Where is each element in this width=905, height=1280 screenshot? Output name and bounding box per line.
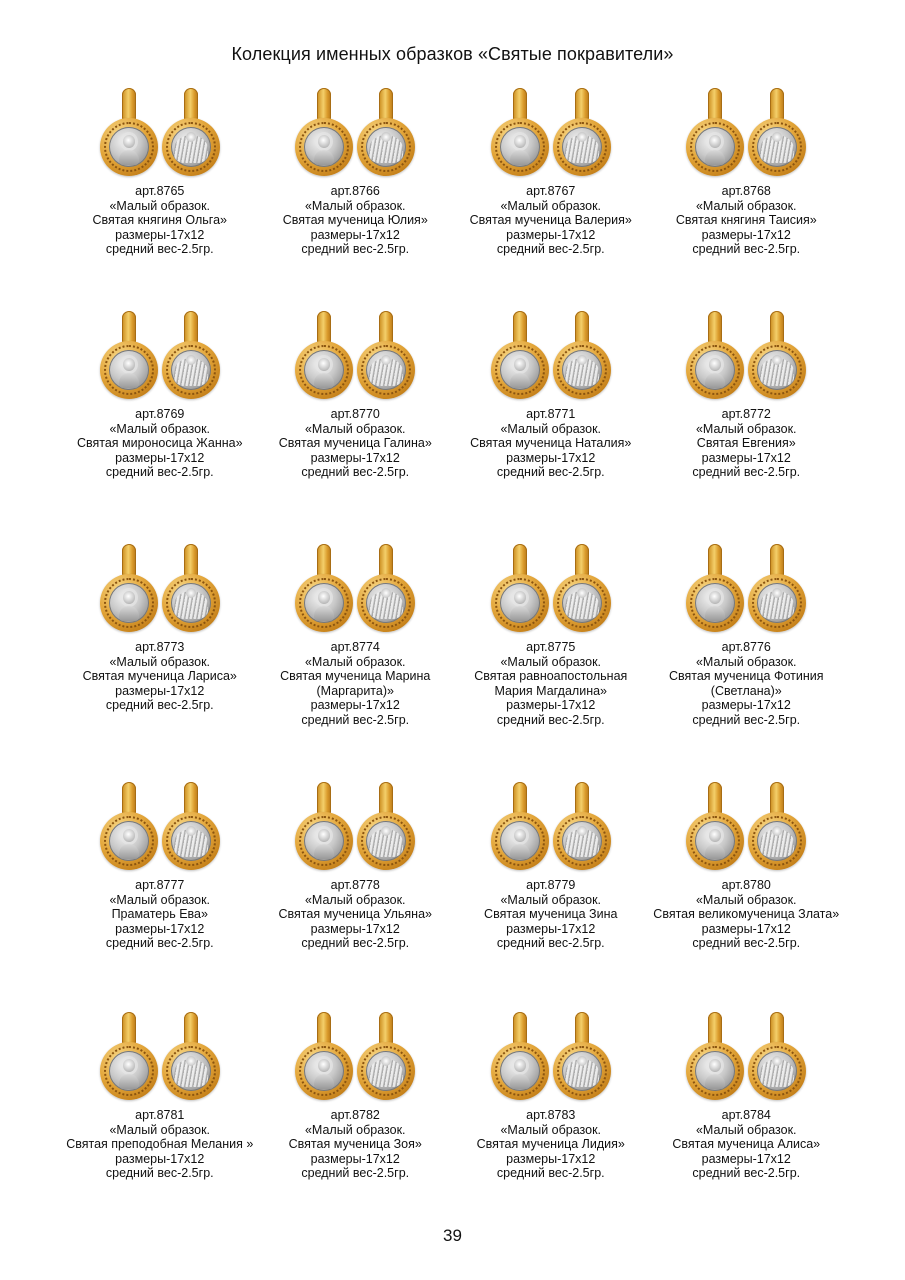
article-number: арт.8774 bbox=[330, 640, 380, 654]
caption-line: средний вес-2.5гр. bbox=[496, 712, 605, 727]
product-item bbox=[649, 778, 845, 1008]
saint-medallion-icon bbox=[685, 540, 745, 638]
caption-line: «Малый образок. bbox=[695, 1122, 797, 1137]
caption-line: Святая Евгения» bbox=[696, 436, 796, 451]
article-number: арт.8770 bbox=[330, 407, 380, 421]
caption-line: Святая мироносица Жанна» bbox=[76, 436, 243, 451]
product-caption bbox=[453, 407, 649, 480]
caption-line: средний вес-2.5гр. bbox=[301, 242, 410, 257]
product-photo bbox=[62, 1008, 258, 1106]
saint-medallion-icon bbox=[294, 84, 354, 182]
guardian-angel-medallion-icon bbox=[356, 1008, 416, 1106]
caption-line: средний вес-2.5гр. bbox=[105, 698, 214, 713]
caption-line: размеры-17х12 bbox=[701, 921, 791, 936]
caption-line: «Малый образок. bbox=[695, 198, 797, 213]
caption-line: Мария Магдалина» bbox=[494, 683, 607, 698]
product-caption bbox=[62, 407, 258, 480]
saint-medallion-icon bbox=[490, 1008, 550, 1106]
product-item bbox=[649, 1008, 845, 1248]
caption-line: размеры-17х12 bbox=[115, 1151, 205, 1166]
caption-line: размеры-17х12 bbox=[310, 698, 400, 713]
product-photo bbox=[649, 1008, 845, 1106]
saint-medallion-icon bbox=[294, 1008, 354, 1106]
product-item bbox=[649, 307, 845, 540]
caption-line: Святая мученица Зоя» bbox=[288, 1137, 422, 1152]
guardian-angel-medallion-icon bbox=[161, 778, 221, 876]
product-item bbox=[62, 540, 258, 778]
caption-line: «Малый образок. bbox=[304, 198, 406, 213]
product-caption bbox=[453, 640, 649, 728]
saint-medallion-icon bbox=[294, 307, 354, 405]
article-number: арт.8776 bbox=[721, 640, 771, 654]
product-grid bbox=[62, 84, 844, 1248]
article-number: арт.8772 bbox=[721, 407, 771, 421]
product-caption bbox=[258, 640, 454, 728]
product-photo bbox=[453, 540, 649, 638]
caption-line: размеры-17х12 bbox=[506, 450, 596, 465]
product-item bbox=[453, 84, 649, 307]
article-number: арт.8775 bbox=[526, 640, 576, 654]
product-caption bbox=[258, 407, 454, 480]
product-item bbox=[258, 307, 454, 540]
caption-line: Святая преподобная Мелания » bbox=[66, 1137, 254, 1152]
caption-line: Святая мученица Валерия» bbox=[469, 213, 632, 228]
saint-medallion-icon bbox=[685, 1008, 745, 1106]
product-item bbox=[453, 1008, 649, 1248]
product-caption bbox=[649, 184, 845, 257]
caption-line: Святая мученица Лидия» bbox=[476, 1137, 625, 1152]
guardian-angel-medallion-icon bbox=[161, 307, 221, 405]
product-item bbox=[62, 84, 258, 307]
caption-line: размеры-17х12 bbox=[506, 1151, 596, 1166]
product-caption bbox=[649, 878, 845, 951]
product-photo bbox=[258, 1008, 454, 1106]
guardian-angel-medallion-icon bbox=[747, 778, 807, 876]
article-number: арт.8767 bbox=[526, 184, 576, 198]
caption-line: средний вес-2.5гр. bbox=[301, 465, 410, 480]
product-caption bbox=[258, 1108, 454, 1181]
article-number: арт.8766 bbox=[330, 184, 380, 198]
saint-medallion-icon bbox=[99, 540, 159, 638]
saint-medallion-icon bbox=[490, 84, 550, 182]
guardian-angel-medallion-icon bbox=[552, 1008, 612, 1106]
product-caption bbox=[258, 184, 454, 257]
product-item bbox=[453, 307, 649, 540]
caption-line: «Малый образок. bbox=[304, 421, 406, 436]
caption-line: Святая мученица Марина bbox=[280, 669, 431, 684]
product-photo bbox=[649, 540, 845, 638]
product-photo bbox=[258, 778, 454, 876]
caption-line: Святая равноапостольная bbox=[474, 669, 628, 684]
caption-line: средний вес-2.5гр. bbox=[496, 1166, 605, 1181]
caption-line: средний вес-2.5гр. bbox=[496, 242, 605, 257]
caption-line: средний вес-2.5гр. bbox=[105, 242, 214, 257]
product-item bbox=[649, 540, 845, 778]
caption-line: средний вес-2.5гр. bbox=[496, 936, 605, 951]
caption-line: (Маргарита)» bbox=[316, 683, 394, 698]
product-caption bbox=[453, 878, 649, 951]
caption-line: размеры-17х12 bbox=[310, 921, 400, 936]
caption-line: Праматерь Ева» bbox=[111, 907, 208, 922]
page-title: Колекция именных образков «Святые покравители» bbox=[231, 44, 674, 64]
product-item bbox=[258, 540, 454, 778]
article-number: арт.8781 bbox=[135, 1108, 185, 1122]
saint-medallion-icon bbox=[685, 778, 745, 876]
caption-line: «Малый образок. bbox=[695, 654, 797, 669]
product-photo bbox=[62, 540, 258, 638]
product-caption bbox=[649, 640, 845, 728]
product-photo bbox=[258, 307, 454, 405]
product-photo bbox=[649, 307, 845, 405]
caption-line: «Малый образок. bbox=[109, 198, 211, 213]
guardian-angel-medallion-icon bbox=[552, 540, 612, 638]
caption-line: «Малый образок. bbox=[695, 892, 797, 907]
product-caption bbox=[62, 878, 258, 951]
saint-medallion-icon bbox=[490, 307, 550, 405]
product-caption bbox=[62, 640, 258, 713]
article-number: арт.8778 bbox=[330, 878, 380, 892]
product-item bbox=[62, 778, 258, 1008]
product-caption bbox=[453, 1108, 649, 1181]
caption-line: размеры-17х12 bbox=[701, 1151, 791, 1166]
product-caption bbox=[649, 407, 845, 480]
caption-line: средний вес-2.5гр. bbox=[301, 712, 410, 727]
saint-medallion-icon bbox=[99, 778, 159, 876]
caption-line: средний вес-2.5гр. bbox=[105, 936, 214, 951]
article-number: арт.8783 bbox=[526, 1108, 576, 1122]
saint-medallion-icon bbox=[685, 84, 745, 182]
guardian-angel-medallion-icon bbox=[161, 540, 221, 638]
guardian-angel-medallion-icon bbox=[161, 1008, 221, 1106]
caption-line: Святая мученица Юлия» bbox=[282, 213, 428, 228]
caption-line: размеры-17х12 bbox=[506, 921, 596, 936]
caption-line: Святая мученица Зина bbox=[484, 907, 618, 922]
product-photo bbox=[453, 778, 649, 876]
caption-line: Святая княгиня Таисия» bbox=[675, 213, 817, 228]
product-photo bbox=[62, 307, 258, 405]
caption-line: Святая мученица Фотиния bbox=[668, 669, 824, 684]
caption-line: размеры-17х12 bbox=[115, 450, 205, 465]
article-number: арт.8765 bbox=[135, 184, 185, 198]
caption-line: «Малый образок. bbox=[109, 1122, 211, 1137]
product-photo bbox=[649, 84, 845, 182]
caption-line: (Светлана)» bbox=[710, 683, 782, 698]
guardian-angel-medallion-icon bbox=[552, 307, 612, 405]
product-photo bbox=[62, 778, 258, 876]
caption-line: Святая мученица Наталия» bbox=[470, 436, 632, 451]
product-photo bbox=[453, 84, 649, 182]
product-photo bbox=[258, 84, 454, 182]
caption-line: размеры-17х12 bbox=[701, 698, 791, 713]
product-item bbox=[453, 778, 649, 1008]
caption-line: размеры-17х12 bbox=[115, 921, 205, 936]
caption-line: размеры-17х12 bbox=[506, 227, 596, 242]
product-photo bbox=[453, 1008, 649, 1106]
product-item bbox=[258, 84, 454, 307]
guardian-angel-medallion-icon bbox=[747, 540, 807, 638]
article-number: арт.8768 bbox=[721, 184, 771, 198]
guardian-angel-medallion-icon bbox=[552, 84, 612, 182]
article-number: арт.8771 bbox=[526, 407, 576, 421]
product-caption bbox=[258, 878, 454, 951]
saint-medallion-icon bbox=[294, 540, 354, 638]
caption-line: средний вес-2.5гр. bbox=[692, 712, 801, 727]
caption-line: размеры-17х12 bbox=[310, 450, 400, 465]
caption-line: «Малый образок. bbox=[304, 1122, 406, 1137]
guardian-angel-medallion-icon bbox=[356, 84, 416, 182]
page-number: 39 bbox=[443, 1226, 462, 1245]
caption-line: «Малый образок. bbox=[109, 654, 211, 669]
caption-line: средний вес-2.5гр. bbox=[496, 465, 605, 480]
product-item bbox=[649, 84, 845, 307]
product-item bbox=[453, 540, 649, 778]
saint-medallion-icon bbox=[490, 540, 550, 638]
article-number: арт.8782 bbox=[330, 1108, 380, 1122]
caption-line: «Малый образок. bbox=[695, 421, 797, 436]
guardian-angel-medallion-icon bbox=[356, 307, 416, 405]
caption-line: средний вес-2.5гр. bbox=[105, 1166, 214, 1181]
caption-line: размеры-17х12 bbox=[115, 227, 205, 242]
saint-medallion-icon bbox=[294, 778, 354, 876]
saint-medallion-icon bbox=[490, 778, 550, 876]
caption-line: средний вес-2.5гр. bbox=[692, 465, 801, 480]
caption-line: «Малый образок. bbox=[109, 892, 211, 907]
caption-line: Святая мученица Ульяна» bbox=[278, 907, 432, 922]
saint-medallion-icon bbox=[99, 307, 159, 405]
caption-line: средний вес-2.5гр. bbox=[301, 936, 410, 951]
article-number: арт.8777 bbox=[135, 878, 185, 892]
caption-line: «Малый образок. bbox=[500, 654, 602, 669]
article-number: арт.8779 bbox=[526, 878, 576, 892]
guardian-angel-medallion-icon bbox=[161, 84, 221, 182]
article-number: арт.8780 bbox=[721, 878, 771, 892]
product-item bbox=[258, 778, 454, 1008]
caption-line: средний вес-2.5гр. bbox=[692, 936, 801, 951]
caption-line: средний вес-2.5гр. bbox=[692, 242, 801, 257]
product-photo bbox=[649, 778, 845, 876]
product-photo bbox=[453, 307, 649, 405]
caption-line: средний вес-2.5гр. bbox=[301, 1166, 410, 1181]
product-photo bbox=[258, 540, 454, 638]
product-caption bbox=[62, 184, 258, 257]
caption-line: «Малый образок. bbox=[304, 892, 406, 907]
guardian-angel-medallion-icon bbox=[747, 84, 807, 182]
caption-line: Святая мученица Алиса» bbox=[672, 1137, 821, 1152]
caption-line: «Малый образок. bbox=[304, 654, 406, 669]
caption-line: «Малый образок. bbox=[500, 198, 602, 213]
saint-medallion-icon bbox=[685, 307, 745, 405]
caption-line: «Малый образок. bbox=[500, 421, 602, 436]
caption-line: средний вес-2.5гр. bbox=[692, 1166, 801, 1181]
product-caption bbox=[453, 184, 649, 257]
product-item bbox=[62, 307, 258, 540]
caption-line: «Малый образок. bbox=[500, 892, 602, 907]
guardian-angel-medallion-icon bbox=[552, 778, 612, 876]
article-number: арт.8784 bbox=[721, 1108, 771, 1122]
caption-line: Святая княгиня Ольга» bbox=[92, 213, 227, 228]
caption-line: размеры-17х12 bbox=[506, 698, 596, 713]
product-caption bbox=[649, 1108, 845, 1181]
article-number: арт.8769 bbox=[135, 407, 185, 421]
caption-line: Святая великомученица Злата» bbox=[653, 907, 840, 922]
guardian-angel-medallion-icon bbox=[747, 1008, 807, 1106]
product-item bbox=[62, 1008, 258, 1248]
product-item bbox=[258, 1008, 454, 1248]
guardian-angel-medallion-icon bbox=[356, 540, 416, 638]
caption-line: размеры-17х12 bbox=[115, 683, 205, 698]
caption-line: «Малый образок. bbox=[109, 421, 211, 436]
saint-medallion-icon bbox=[99, 84, 159, 182]
guardian-angel-medallion-icon bbox=[747, 307, 807, 405]
caption-line: «Малый образок. bbox=[500, 1122, 602, 1137]
caption-line: размеры-17х12 bbox=[701, 227, 791, 242]
caption-line: размеры-17х12 bbox=[310, 1151, 400, 1166]
guardian-angel-medallion-icon bbox=[356, 778, 416, 876]
caption-line: размеры-17х12 bbox=[310, 227, 400, 242]
product-photo bbox=[62, 84, 258, 182]
caption-line: Святая мученица Лариса» bbox=[82, 669, 237, 684]
caption-line: Святая мученица Галина» bbox=[278, 436, 432, 451]
caption-line: средний вес-2.5гр. bbox=[105, 465, 214, 480]
product-caption bbox=[62, 1108, 258, 1181]
article-number: арт.8773 bbox=[135, 640, 185, 654]
caption-line: размеры-17х12 bbox=[701, 450, 791, 465]
saint-medallion-icon bbox=[99, 1008, 159, 1106]
